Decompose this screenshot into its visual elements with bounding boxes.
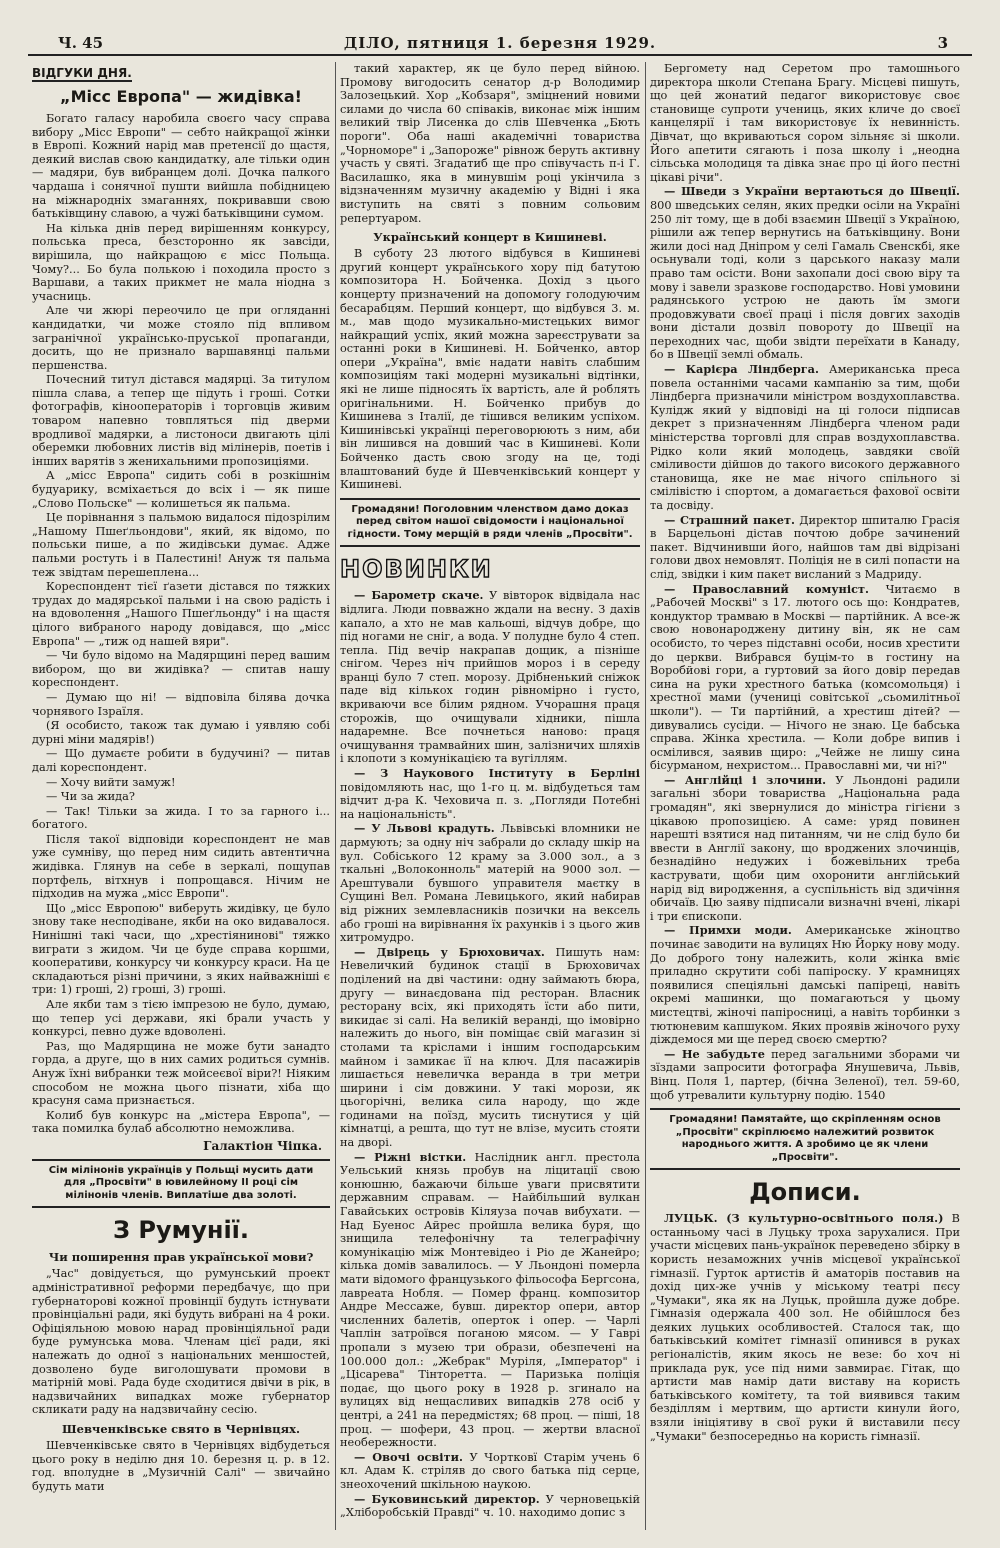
- news-item: [340, 1493, 640, 1520]
- subheading: Український концерт в Кишиневі.: [373, 230, 607, 245]
- news-text: Наслідник англ. престола Уельський князь пробув на ліцитації свою конюшню, бажаючи більше уваги присвятити державним справам. — Найбільший вулкан Гавайських островів Кіляуза почав вибухати. — Над Буенос Айрес пройшла велика буря, що знищила телефонічну та телеграфічну комунікацію між Монтевідео і Ріо де Жанейро; кілька домів завалилось. — У Льондоні померла мати відомого французького фільософа Бергсона, лавреата Нобля. — Помер франц. композитор Андре Мессаже, бувш. директор опери, автор численних балетів, оперток і опер. — Чарлі Чаплін затроївся поганою мясом. — У Гаврі пропали з музею три образи, обезпечені на 100.000 дол.: „Жебрак" Муріля, „Імператор" і „Цісарева" Тінторетта. — Паризька поліція подає, що цього року в 1928 р. згинало на вулицях від нещасливих випадків 278 осіб у центрі, а 241 на передмістях; 68 проц. — піші, 18 проц. — шофери, 43 проц. — жертви власної необережности.: [340, 1150, 640, 1450]
- news-lead: — У Львові крадуть.: [354, 821, 495, 836]
- news-item: [340, 589, 640, 766]
- news-text: Львівські вломники не дармують; за одну ніч забрали до складу шкір на вул. Собіського 12 краму за 3.000 зол., а з ткальні „Волоконноль" матерій на 9000 зол. — Арештували бувшого управителя маєтку в Сущині Вел. Романа Левицького, який набирав від ріжних землевласників позички на вексель або гроші на вирівнання їх рахунків і з цього жив хитромудро.: [340, 822, 640, 945]
- appeal-box: Громадяни! Памятайте, що скріпленням основ „Просвіти" скріплюємо належитий розвиток народнього життя. А зробимо це як члени „Просвіти".: [650, 1108, 960, 1170]
- paragraph: Це порівнання з пальмою видалося підозрілим „Нашому Пшеґльондови", який, як відомо, по польськи пише, а по жидівськи думає. Адже пальми ростуть і в Палестині! Ануж тя пальма теж звідтам перешеплена...: [32, 511, 330, 579]
- news-lead: — Страшний пакет.: [664, 512, 795, 527]
- news-text: У Чортковї Старім учень 6 кл. Адам К. стріляв до свого батька під серце, знеохочений шкільною наукою.: [340, 1450, 640, 1491]
- news-lead: — Шведи з України вертаються до Швеції.: [664, 184, 960, 199]
- subheading: Чи поширення прав української мови?: [48, 1250, 314, 1265]
- column-rule: [335, 62, 336, 1530]
- news-item: [340, 822, 640, 944]
- column-rule: [645, 62, 646, 1530]
- paragraph: В суботу 23 лютого відбувся в Кишиневі другий концерт українського хору під батутою композитора Н. Бойченка. Дохід з цього концерту призначений на допомогу голодуючим бесарабцям. Перший концерт, що відбувся 3. м. м., мав щодо музикально-мистецьких вимог найкращий успіх, який можна зареєструвати за останні роки в Кишиневі. Н. Бойченко, автор опери „Україна", вміє надати навіть слабшим композиціям такі модерні музикальні відтінки, які не лише підносять їх вартість, але й роблять оригінальними. Н. Бойченко прибув до Кишинева з Італії, де тішився великим успіхом. Кишинівські українці переговорюють з ним, аби він лишився на довший час в Кишиневі. Коли Бойченко дасть свою згоду на це, тоді влаштований буде й Шевченківський концерт у Кишиневі.: [340, 247, 640, 492]
- news-item: [340, 1151, 640, 1450]
- paragraph: такий характер, як це було перед війною. Промову вигодосить сенатор д-р Володимир Залозецький. Хор „Кобзаря", зміцнений новими силами до числа 60 співаків, виконає між іншим великий твір Лисенка до слів Шевченка „Бють пороги". Оба наші академічні товариства „Чорноморе" і „Запороже" рівнож беруть активну участь у святі. Згадатиб ще про співучасть п-і Г. Василашко, яка в минувшім році укінчила з відзначенням музичну академію у Відні і яка виступить на святі з повним сольовим репертуаром.: [340, 62, 640, 225]
- news-text: У вівторок відвідала нас відлига. Люди повважно ждали на весну. З дахів капало, а хто не мав кальоші, відчув добре, що під ногами не сніг, а вода. У полудне було 4 степ. тепла. Під вечір накрапав дощик, а пізніше снігом. Через ніч прийшов мороз і в середу вранці було 7 степ. морозу. Дрібненький сніжок паде від кількох годин рівномірно і густо, вкриваючи все білим рядном. Учорашня праця сторожів, що очищували хідники, пішла надаремне. Все почнеться наново: праця очищування трамвайних шин, залізничих шляхів і клопоти з комунікацією та вугіллям.: [340, 589, 640, 766]
- section-title: НОВИНКИ: [340, 555, 493, 584]
- paragraph: — Чи було відомо на Мадярщині перед вашим вибором, що ви жидівка? — спитав нашу кореспондент.: [32, 649, 330, 690]
- news-item: [340, 767, 640, 821]
- paragraph: — Що думаєте робити в будучині? — питав далі кореспондент.: [32, 747, 330, 774]
- news-text: перед загальними зборами чи зїздами запросити фотографа Янушевича, Львів, Вінц. Поля 1, партер, (бічна Зеленої), тел. 59-60, щоб утревалити культурну подію. 1540: [650, 1047, 960, 1102]
- paragraph: — Думаю що ні! — відповіла білява дочка чорнявого Ізраїля.: [32, 690, 330, 718]
- news-item: [650, 1048, 960, 1102]
- article-byline: Галактіон Чіпка.: [203, 1138, 322, 1153]
- news-text: Американська преса повела останніми часами кампанію за тим, щоби Ліндберга призначили міністром воздухоплавства. Кулідж який у відповіді на ці голоси підписав декрет з призначенням Ліндберга членом ради міністерства торговлі для справ воздухоплавства. Рідко коли який молодець, завдяки своїй сміливости дійшов до такого високого державного становища, яке не має нічого спільного зі смілівістю і спортом, а домагається фахової освіти та досвіду.: [650, 363, 960, 512]
- dopys-lead: ЛУЦЬК. (З культурно-освітнього поля.): [664, 1211, 944, 1226]
- paragraph: Бергомету над Серетом про тамошнього директора школи Степана Брагу. Місцеві пишуть, що цей жонатий педагог використовує своє становище супроти учениць, яких кличе до своєї канцелярії і там використовує їх невинність. Дівчат, що вкриваються сором зільняє зі школи. Його апетити сягають і поза школу і „неодна сільська молодиця та дівка знає про ці його пестні цікаві річи".: [650, 62, 960, 184]
- subheading: Шевченківське свято в Чернівцях.: [62, 1421, 300, 1436]
- column-3: [650, 62, 960, 1530]
- dopys-text: В останньому часі в Луцьку троха зарухалися. При участи місцевих пань-українок переведено збірку в користь незаможних учнів місцевої української гімназії. Гурток артистів й аматорів поставив на дохід цих-же учнів у міському театрі пєсу „Чумаки", яка як на Луцьк, пройшла дуже добре. Гімназія одержала 400 зол. Не обійшлося без деяких луцьких особливостей. Сталося так, що батьківський комітет гімназії опинився в руках регіоналістів, яким якось не везе: бо хоч ні приклада рук, усе під ними завмирає. Гітак, що артисти мав намір дати виставу на користь батьківського комітету, та той виявився таким безділлям і мертвим, що артисти кинули його, взяли ініціятиву в свої руки й виставили пєсу „Чумаки" безпосередньо на користь гімназії.: [650, 1212, 960, 1443]
- paragraph: Що „місс Европою" виберуть жидівку, це було знову таке несподіване, якби на око видавалося. Нинішні такі часи, що „хрестіянинові" тяжко виграти з жидом. Чи це буде справа коршми, кооперативи, конкурсу чи конкурсу краси. На це складаються різні причини, з яких найважніші є три: 1) гроші, 2) гроші, 3) гроші.: [32, 901, 330, 997]
- news-item: [340, 946, 640, 1150]
- news-lead: — Не забудьте: [664, 1046, 765, 1061]
- paragraph: — Так! Тільки за жида. І то за гарного і... богатого.: [32, 804, 330, 832]
- news-lead: — Ріжні вістки.: [354, 1149, 467, 1164]
- paragraph: Богато галасу наробила своєго часу справа вибору „Місс Европи" — себто найкращої жінки в Европі. Кожний нарід мав претенсії до щастя, деякий вислав свою кандидатку, але тільки один — мадяри, був вибранцем долі. Дочка палкого чардаша і сонячної пушти вийшла побідницею на міжнародніх змаганнях, покривавши свою батьківщину славою, а чужі батьківщини сумом.: [32, 112, 330, 221]
- article-body: [32, 112, 330, 1136]
- news-item: [650, 514, 960, 582]
- paragraph: Раз, що Мадярщина не може бути занадто горда, а друге, що в них самих родиться сумнів. Ануж їхні вибранки теж мойсеєвої віри?! Ніяким способом не можна цього пізнати, хіба що красуня сама признається.: [32, 1039, 330, 1108]
- news-lead: — Англійці і злочини.: [664, 772, 827, 787]
- news-text: 800 шведських селян, яких предки осіли на Україні 250 літ тому, ще в добі взаємин Швеції з Україною, рішили аж тепер вернутись на батьківщину. Вони жили досі над Дніпром у селі Гамаль Свенскбі, яке осьнували тоді, коли з царського наказу мали право там осісти. Вони захопали досі свою віру та мову і завели зразкове господарство. Нові умовини радянського устрою не дають їм змоги продовжувати своєї праці і після довгих заходів вони дістали дозвіл повороту до Швеції на переходних час, щоби звідти переїхати в Канаду, бо в Швеції землі обмаль.: [650, 198, 960, 362]
- news-lead: — З Наукового Інституту в Берліні: [354, 766, 640, 781]
- page-header: [28, 28, 972, 56]
- paragraph: „Час" довідується, що румунський проект адміністративної реформи передбачує, що при губернаторові кожної провінції будуть істнувати провінціальні ради, які будуть вибрані на 4 роки. Офіціяльною мовою нарад провінціяльної ради буде румунська мова. Членам цієї ради, які належать до одної з національних меншостей, дозволено буде виголошувати промови в матірній мові. Рада буде сходитися двічи в рік, в надзвичайних випадках може губернатор скликати раду на надзвичайну сесію.: [32, 1267, 330, 1417]
- news-lead: — Карієра Ліндберга.: [664, 362, 819, 377]
- paragraph: Почесний титул дістався мадярці. За титулом пішла слава, а тепер ще підуть і гроші. Сотки фотографів, кінооператорів і торговців живим товаром напевно товпляться під дверми вродливої мадярки, а листоноси двигають цілі оберемки любовних листів від мілінерів, поетів і інших варятів з женихальними пропозиціями.: [32, 373, 330, 468]
- news-item: [650, 185, 960, 362]
- paragraph: А „місс Европа" сидить собі в розкішнім будуарику, всміхається до всіх і — як пише „Слово Польске" — колишеться як пальма.: [32, 469, 330, 510]
- news-lead: — Двірець у Брюховичах.: [354, 944, 545, 959]
- news-lead: — Овочі освіти.: [354, 1449, 463, 1464]
- page-number: 3: [937, 34, 948, 52]
- news-item: [650, 583, 960, 773]
- news-text: Директор шпиталю Грасія в Барцельоні дістав почтою добре зачинений пакет. Відчинивши його, найшов там дві відрізані голови двох немовлят. Поліція не в силі попасти на слід, звідки і ким пакет висланий з Мадриду.: [650, 513, 960, 581]
- section-title: З Румунії.: [112, 1216, 250, 1245]
- paragraph: На кілька днів перед вирішенням конкурсу, польська преса, безсторонно як завсіди, вирішила, що найкращою є місс Польща. Чому?... Бо була полькою і походила просто з Варшави, а таких прикмет не мала ніодна з учасниць.: [32, 221, 330, 303]
- appeal-box: Громадяни! Поголовним членством дамо доказ перед світом нашої свідомости і національної гідности. Тому мерщій в ряди членів „Просвіти".: [340, 498, 640, 548]
- paragraph: Колиб був конкурс на „містера Европа", — така помилка булаб абсолютно неможлива.: [32, 1108, 330, 1136]
- column-2: [340, 62, 640, 1530]
- issue-number: Ч. 45: [58, 34, 104, 52]
- news-text: повідомляють нас, що 1-го ц. м. відбудеться там відчит д-ра К. Чеховича п. з. „Погляди Потебні на національність".: [340, 780, 640, 821]
- correspondence: [650, 1212, 960, 1443]
- paragraph: Але якби там з тією імпрезою не було, думаю, що тепер усі держави, які брали участь у конкурсі, певно дуже вдоволені.: [32, 998, 330, 1039]
- news-text: Американське жіноцтво починає заводити на вулицях Ню Йорку нову моду. До доброго тону належить, коли жінка вміє приладно скрутити собі папіроску. У крамницях появилися спеціяльні дамські папіреці, навіть окремі машинки, що помагаються у цьому мистецтві, жіночі папіросниці, а навіть торбинки з тютюневим капшуком. Яких проявів жіночого руху діждемося ми ще перед своєю смертю?: [650, 924, 960, 1047]
- paragraph: — Чи за жида?: [46, 790, 135, 804]
- news-item: [650, 774, 960, 924]
- paragraph: Кореспондент тієї ґазети дістався по тяжких трудах до мадярської пальми і на свою радість і на вдоволення „Нашого Пшеґльонду" і на щастя цілого вибраного народу довідався, що „місс Европа" — „тиж од нашей вяри".: [32, 580, 330, 648]
- column-1: [32, 62, 330, 1530]
- paragraph: (Я особисто, також так думаю і уявляю собі дурні міни мадярів!): [32, 719, 330, 746]
- paragraph: Але чи жюрі переочило це при огляданні кандидатки, чи може стояло під впливом загранічної українсько-пруської пропаганди, досить, що не признало варшавянці пальми першенства.: [32, 304, 330, 372]
- paragraph: Шевченківське свято в Чернівцях відбудеться цього року в неділю дня 10. березня ц. р. в 12. год. вполудне в „Музичній Салі" — звичайно будуть мати: [32, 1438, 330, 1493]
- masthead: ДІЛО, пятниця 1. березня 1929.: [343, 34, 657, 52]
- section-title: Дописи.: [749, 1178, 861, 1207]
- news-text: У черновецькій „Хліборобській Правді" ч. 10. находимо допис з: [340, 1492, 640, 1520]
- news-item: [650, 924, 960, 1046]
- news-item: [340, 1451, 640, 1492]
- paragraph: — Хочу вийти замуж!: [46, 775, 176, 789]
- article-headline: „Місс Европа" — жидівка!: [60, 87, 302, 106]
- paragraph: Після такої відповіди кореспондент не мав уже сумніву, що перед ним сидить автентична жидівка. Глянув на себе в зеркалі, пощупав портфель, вітхнув і попрощався. Нічим не підходив на мужа „місс Европи".: [32, 832, 330, 901]
- news-text: У Льондоні радили загальні збори товариства „Національна рада громадян", які звернулися до міністра гігієни з цікавою пропозицією. А саме: уряд повинен нарешті взятися над питанням, чи не слід було би ввести в Англії закону, що вроджених злочинців, безнадійно недужих і божевільних треба каструвати, щоби цим охоронити англійський нарід від виродження, а суспільність від здичіння обичаїв. Цю заяву підписали визначні вчені, лікарі і три єпископи.: [650, 773, 960, 923]
- news-text: Пишуть нам: Невеличкий будинок стації в Брюховичах поділений на дві частини: одну займають бюра, другу — винаєдована під ресторан. Власник ресторану всіх, які приходять їсти або пити, викидає зі салі. На великій веранді, що імовірно належить до нього, він поміщає свій магазин зі столами та кріслами і іншим господарським майном і замикає її на ключ. Для пасажирів лишається невеличка веранда в три метри ширини і сім довжини. У такі морози, як цьогорічні, велика сила народу, що жде годинами на поїзд, мусить тиснутися у цій кімнатці, а решта, що тут не влізе, мусить стояти на дворі.: [340, 945, 640, 1150]
- news-lead: — Барометр скаче.: [354, 588, 484, 603]
- news-lead: — Православний комуніст.: [664, 581, 869, 596]
- news-lead: — Буковинський директор.: [354, 1491, 540, 1506]
- news-text: Читаємо в „Рабочей Москві" з 17. лютого ось що: Кондратев, кондуктор трамваю в Москві — партійник. А все-ж свою новонароджену дитину він, як не сам особисто, то через підставні особи, носив хрестити до церкви. Вибрався буцім-то в гостину на Воробйові гори, а гуртовий за його довір передав сина на руки хрестного батька (комсомольця) і хрестної мами (учениці совітської „сьомилітньої школи"). — Ти партійний, а хрестиш дітей? — дивувались сусіди. — Нічого не знаю. Це бабська справа. Жінка хрестила. — Коли добре випив і осмілився, заявив щиро: „Чейже не лишу сина бісурманом, нехристом... Православні ми, чи ні?": [650, 582, 960, 773]
- news-lead: — Примхи моди.: [664, 923, 792, 938]
- news-item: [650, 363, 960, 513]
- rubric-title: ВІДГУКИ ДНЯ.: [32, 66, 132, 80]
- appeal-box: Сім мілінонів українців у Польщі мусить дати для „Просвіти" в ювилейному ІІ році сім мілінонів членів. Виплатіше два золоті.: [32, 1159, 330, 1209]
